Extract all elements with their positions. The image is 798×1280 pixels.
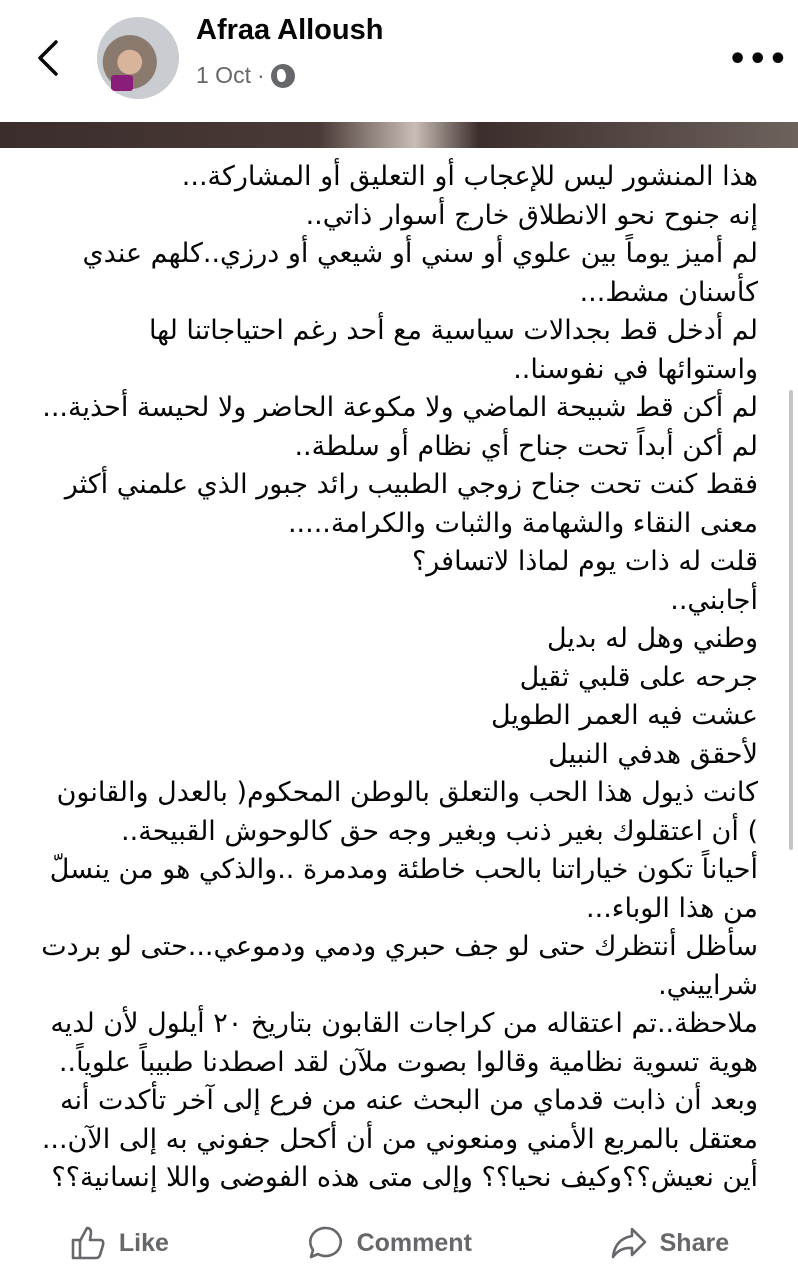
post-photo[interactable] bbox=[0, 122, 798, 148]
globe-icon bbox=[271, 64, 295, 88]
post-line: هوية تسوية نظامية وقالوا بصوت ملآن لقد اصطدنا طبيباً علوياً.. bbox=[58, 1046, 758, 1078]
scrollbar[interactable] bbox=[789, 390, 793, 850]
post-line: وطني وهل له بديل bbox=[546, 623, 758, 654]
post-line: لم أكن أبداً تحت جناح أي نظام أو سلطة.. bbox=[294, 430, 758, 462]
post-meta bbox=[196, 62, 295, 89]
post-line: عشت فيه العمر الطويل bbox=[490, 700, 758, 731]
post-line: جرحه على قلبي ثقيل bbox=[519, 661, 758, 693]
avatar-badge bbox=[111, 75, 133, 91]
post-line: شراييني. bbox=[658, 969, 758, 1001]
post-line: سأظل أنتظرك حتى لو جف حبري ودمي ودموعي...حتى لو بردت bbox=[41, 931, 758, 962]
comment-label: Comment bbox=[356, 1228, 472, 1257]
post-line: ملاحظة..تم اعتقاله من كراجات القابون بتاريخ ٢٠ أيلول لأن لديه bbox=[50, 1008, 758, 1039]
post-line: لأحقق هدفي النبيل bbox=[548, 738, 758, 770]
post-line: وبعد أن ذابت قدماي من البحث عنه من فرع إلى آخر تأكدت أنه bbox=[59, 1085, 758, 1116]
post-line: معتقل بالمربع الأمني ومنعوني من أن أكحل جفوني به إلى الآن... bbox=[41, 1123, 758, 1155]
post-line: أين نعيش؟؟وكيف نحيا؟؟ وإلى متى هذه الفوضى واللا إنسانية؟؟ bbox=[51, 1162, 758, 1193]
post-line: لم أكن قط شبيحة الماضي ولا مكوعة الحاضر ولا لحيسة أحذية... bbox=[42, 392, 758, 423]
post-line: واستوائها في نفوسنا.. bbox=[513, 353, 758, 385]
post-line: هذا المنشور ليس للإعجاب أو التعليق أو المشاركة... bbox=[181, 161, 758, 192]
post-line: أحياناً تكون خياراتنا بالحب خاطئة ومدمرة ..والذكي هو من ينسلّ bbox=[49, 854, 758, 885]
like-label: Like bbox=[118, 1228, 169, 1257]
post-line: فقط كنت تحت جناح زوجي الطبيب رائد جبور الذي علمني أكثر bbox=[64, 469, 758, 500]
action-bar bbox=[0, 1218, 798, 1268]
share-label: Share bbox=[659, 1228, 730, 1257]
like-button[interactable] bbox=[69, 1224, 169, 1262]
back-chevron-icon[interactable] bbox=[34, 38, 64, 78]
post-line: قلت له ذات يوم لماذا لاتسافر؟ bbox=[411, 546, 758, 577]
post-line: ) أن اعتقلوك بغير ذنب وبغير وجه حق كالوحوش القبيحة.. bbox=[121, 815, 758, 847]
share-arrow-icon bbox=[610, 1224, 648, 1262]
post-line: كأسنان مشط... bbox=[579, 276, 758, 308]
post-line: إنه جنوح نحو الانطلاق خارج أسوار ذاتي.. bbox=[305, 199, 758, 231]
thumbs-up-icon bbox=[69, 1224, 107, 1262]
comment-button[interactable] bbox=[307, 1224, 472, 1262]
post-text bbox=[18, 158, 758, 1198]
post-line: من هذا الوباء... bbox=[586, 892, 758, 924]
post-line: لم أدخل قط بجدالات سياسية مع أحد رغم احتياجاتنا لها bbox=[148, 315, 758, 346]
post-line: لم أميز يوماً بين علوي أو سني أو شيعي أو درزي..كلهم عندي bbox=[82, 238, 758, 269]
more-options-button[interactable]: ••• bbox=[728, 42, 789, 77]
post-line: معنى النقاء والشهامة والثبات والكرامة..... bbox=[287, 507, 758, 539]
share-button[interactable] bbox=[610, 1224, 729, 1262]
author-name[interactable]: Afraa Alloush bbox=[196, 14, 384, 46]
post-date[interactable]: 1 Oct bbox=[196, 62, 251, 88]
post-line: كانت ذيول هذا الحب والتعلق بالوطن المحكوم( بالعدل والقانون bbox=[56, 777, 758, 808]
post-line: أجابني.. bbox=[670, 584, 758, 616]
avatar[interactable] bbox=[97, 17, 179, 99]
meta-separator: · bbox=[256, 62, 265, 88]
comment-bubble-icon bbox=[307, 1224, 345, 1262]
